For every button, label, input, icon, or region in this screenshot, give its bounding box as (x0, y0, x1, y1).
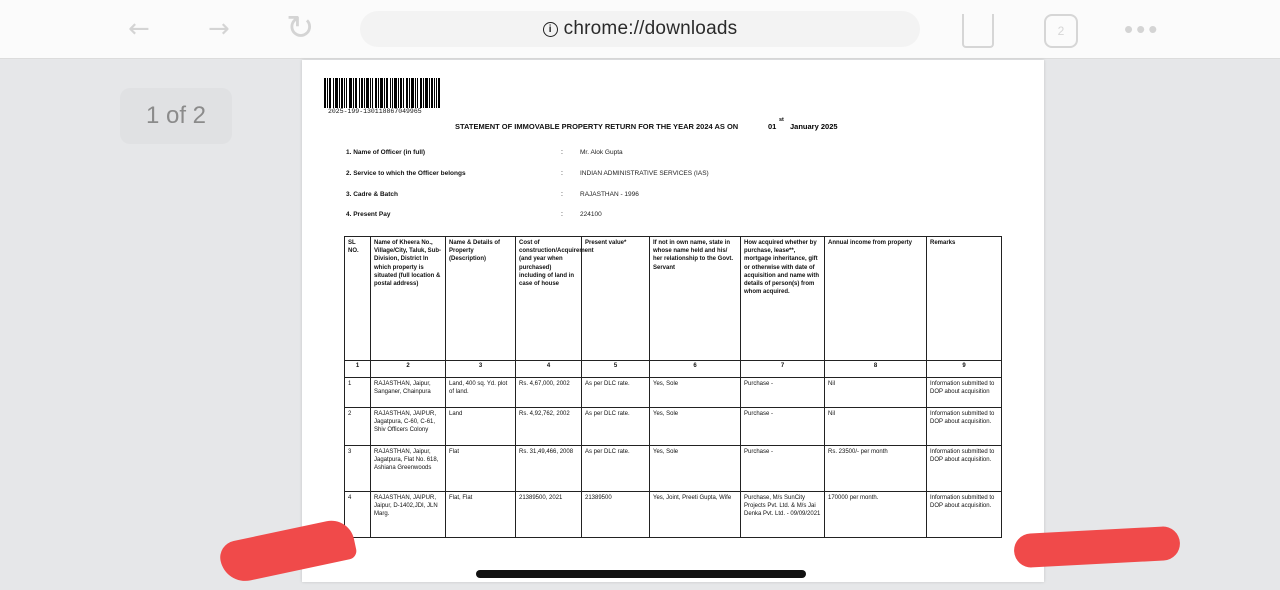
field-colon: : (561, 149, 563, 156)
table-cell: Rs. 4,67,000, 2002 (516, 378, 582, 408)
table-cell: Yes, Joint, Preeti Gupta, Wife (650, 492, 741, 538)
more-menu-icon[interactable]: ••• (1124, 14, 1161, 44)
field-value-cadre: RAJASTHAN - 1996 (580, 191, 639, 198)
document-title: STATEMENT OF IMMOVABLE PROPERTY RETURN FOR THE YEAR 2024 AS ON (455, 122, 739, 131)
table-cell: Purchase, M/s SunCity Projects Pvt. Ltd. & M/s Jai Denka Pvt. Ltd. - 09/09/2021 (741, 492, 825, 538)
table-cell: RAJASTHAN, Jaipur, Jagatpura, Flat No. 618, Ashiana Greenwoods (371, 446, 446, 492)
table-cell: Information submitted to DOP about acquisition (927, 378, 1002, 408)
table-header-cell: Present value* (582, 237, 650, 361)
table-header-cell: If not in own name, state in whose name held and his/ her relationship to the Govt. Servant (650, 237, 741, 361)
table-cell: Yes, Sole (650, 446, 741, 492)
date-superscript: st (779, 117, 784, 123)
table-header-cell: Remarks (927, 237, 1002, 361)
table-cell: Yes, Sole (650, 378, 741, 408)
table-header-cell: Cost of construction/Acquirement (and year when purchased) including of land in case of house (516, 237, 582, 361)
table-cell: RAJASTHAN, JAIPUR, Jaipur, D-1402,JDI, JLN Marg. (371, 492, 446, 538)
barcode-number: 2025-199-130118867049965 (328, 108, 422, 115)
field-label-cadre: 3. Cadre & Batch (346, 191, 399, 198)
table-cell: Nil (825, 378, 927, 408)
column-number-cell: 8 (825, 361, 927, 378)
table-header-cell: SL NO. (345, 237, 371, 361)
table-cell: 4 (345, 492, 371, 538)
tabs-icon[interactable] (1044, 14, 1078, 48)
column-number-cell: 7 (741, 361, 825, 378)
table-cell: Rs. 23500/- per month (825, 446, 927, 492)
redaction-mark-right (1013, 526, 1181, 569)
table-cell: Yes, Sole (650, 408, 741, 446)
address-bar[interactable] (360, 11, 920, 47)
column-number-cell: 9 (927, 361, 1002, 378)
table-cell: Land, 400 sq. Yd. plot of land. (446, 378, 516, 408)
table-cell: 1 (345, 378, 371, 408)
table-cell: Land (446, 408, 516, 446)
barcode (324, 78, 440, 108)
back-arrow-icon[interactable]: ← (128, 14, 150, 44)
column-number-cell: 2 (371, 361, 446, 378)
table-header-cell: Name of Kheera No., Village/City, Taluk, Sub-Division, District In which property is situated (full location & postal address) (371, 237, 446, 361)
property-table (344, 236, 1002, 538)
table-cell: As per DLC rate. (582, 408, 650, 446)
table-cell: Purchase - (741, 378, 825, 408)
info-icon[interactable]: i (543, 22, 558, 37)
table-header-cell: Name & Details of Property (Description) (446, 237, 516, 361)
table-cell: Information submitted to DOP about acquisition. (927, 446, 1002, 492)
table-cell: Purchase - (741, 408, 825, 446)
table-cell: Flat (446, 446, 516, 492)
share-icon[interactable] (962, 14, 994, 48)
page-counter-label: 1 of 2 (145, 102, 207, 129)
table-cell: 21389500, 2021 (516, 492, 582, 538)
tab-count: 2 (1057, 24, 1065, 38)
field-value-service: INDIAN ADMINISTRATIVE SERVICES (IAS) (580, 170, 709, 177)
column-number-cell: 6 (650, 361, 741, 378)
field-value-officer-name: Mr. Alok Gupta (580, 149, 623, 156)
field-label-pay: 4. Present Pay (346, 211, 391, 218)
table-header-cell: Annual income from property (825, 237, 927, 361)
field-colon: : (561, 170, 563, 177)
table-column-number-row (345, 361, 1002, 378)
table-cell: Flat, Flat (446, 492, 516, 538)
column-number-cell: 3 (446, 361, 516, 378)
forward-arrow-icon[interactable]: → (208, 14, 230, 44)
browser-toolbar (0, 0, 1280, 59)
table-cell: Purchase - (741, 446, 825, 492)
table-cell: Information submitted to DOP about acquisition. (927, 492, 1002, 538)
table-cell: Nil (825, 408, 927, 446)
table-row (345, 378, 1002, 408)
date-day: 01 (768, 122, 777, 131)
field-label-officer-name: 1. Name of Officer (in full) (346, 149, 426, 156)
table-cell: 170000 per month. (825, 492, 927, 538)
table-cell: Information submitted to DOP about acquisition. (927, 408, 1002, 446)
date-month-year: January 2025 (790, 122, 838, 131)
page-counter (120, 88, 232, 144)
column-number-cell: 1 (345, 361, 371, 378)
table-cell: 21389500 (582, 492, 650, 538)
url-text: chrome://downloads (563, 18, 738, 39)
document-page[interactable] (302, 60, 1044, 582)
table-cell: 2 (345, 408, 371, 446)
field-colon: : (561, 191, 563, 198)
field-value-pay: 224100 (580, 211, 602, 218)
column-number-cell: 4 (516, 361, 582, 378)
table-cell: RAJASTHAN, Jaipur, Sanganer, Chainpura (371, 378, 446, 408)
table-cell: 3 (345, 446, 371, 492)
field-colon: : (561, 211, 563, 218)
table-header-cell: How acquired whether by purchase, lease**, mortgage inheritance, gift or otherwise with date of acquisition and name with details of person(s) from whom acquired. (741, 237, 825, 361)
table-row (345, 446, 1002, 492)
home-indicator[interactable] (476, 570, 806, 578)
column-number-cell: 5 (582, 361, 650, 378)
table-cell: RAJASTHAN, JAIPUR, Jagatpura, C-60, C-61, Shiv Officers Colony (371, 408, 446, 446)
table-cell: As per DLC rate. (582, 378, 650, 408)
table-cell: As per DLC rate. (582, 446, 650, 492)
table-row (345, 492, 1002, 538)
table-cell: Rs. 4,92,762, 2002 (516, 408, 582, 446)
field-label-service: 2. Service to which the Officer belongs (346, 170, 466, 177)
table-row (345, 408, 1002, 446)
reload-icon[interactable]: ↻ (286, 8, 315, 48)
table-header-row (345, 237, 1002, 361)
table-cell: Rs. 31,49,466, 2008 (516, 446, 582, 492)
